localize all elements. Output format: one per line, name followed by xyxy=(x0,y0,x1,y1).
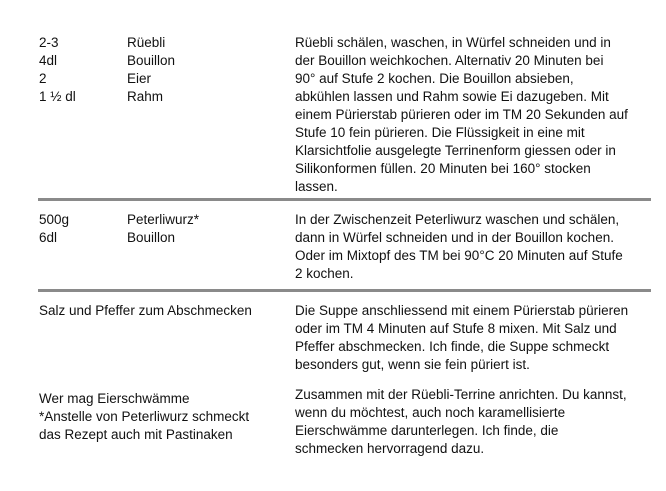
ingredient-list-terrine xyxy=(39,34,175,106)
ingredient-quantity: 2 xyxy=(39,71,47,86)
ingredient-name: Eier xyxy=(127,71,152,86)
ingredient-row xyxy=(39,211,199,229)
instruction-serve: Zusammen mit der Rüebli-Terrine anrichten. Du kannst, wenn du möchtest, auch noch karamellisierte Eierschwämme darunterlegen. Ich finde, die schmecken hervorragend dazu. xyxy=(295,387,627,456)
ingredient-quantity: 4dl xyxy=(39,53,58,68)
instruction-terrine: Rüebli schälen, waschen, in Würfel schneiden und in der Bouillon weichkochen. Alternativ 20 Minuten bei 90° auf Stufe 2 kochen. Die Bouillon absieben, abkühlen lassen und Rahm sowie Ei dazugeben. Mit einem Pürierstab pürieren oder im TM 20 Sekunden auf Stufe 10 fein pürieren. Die Flüssigkeit in eine mit Klarsichtfolie ausgelegte Terrinenform giessen oder in Silikonformen füllen. 20 Minuten bei 160° stocken lassen. xyxy=(295,35,628,194)
section-divider xyxy=(38,289,651,292)
ingredient-row xyxy=(39,52,175,70)
ingredient-name: Rüebli xyxy=(127,35,166,50)
ingredient-row xyxy=(39,88,175,106)
ingredient-name: Peterliwurz* xyxy=(127,212,200,227)
ingredient-list-soup xyxy=(39,211,199,247)
ingredient-row xyxy=(39,229,199,247)
ingredient-quantity: 2-3 xyxy=(39,35,59,50)
instruction-blend: Die Suppe anschliessend mit einem Pürierstab pürieren oder im TM 4 Minuten auf Stufe 8 mixen. Mit Salz und Pfeffer abschmecken. Ich finde, die Suppe schmeckt besonders gut, wenn sie fein püriert ist. xyxy=(295,303,629,372)
ingredient-name: Rahm xyxy=(127,89,164,104)
instruction-soup: In der Zwischenzeit Peterliwurz waschen und schälen, dann in Würfel schneiden und in der Bouillon kochen. Oder im Mixtopf des TM bei 90°C 20 Minuten auf Stufe 2 kochen. xyxy=(295,212,623,281)
ingredient-row xyxy=(39,70,175,88)
ingredient-row xyxy=(39,34,175,52)
ingredient-quantity: 500g xyxy=(39,212,70,227)
ingredient-quantity: 1 ½ dl xyxy=(39,89,76,104)
ingredient-name: Bouillon xyxy=(127,230,176,245)
ingredient-name: Bouillon xyxy=(127,53,176,68)
seasoning-note: Salz und Pfeffer zum Abschmecken xyxy=(39,303,252,318)
serving-note: Wer mag Eierschwämme *Anstelle von Peterliwurz schmeckt das Rezept auch mit Pastinaken xyxy=(39,391,250,442)
section-divider xyxy=(38,198,651,201)
ingredient-quantity: 6dl xyxy=(39,230,58,245)
